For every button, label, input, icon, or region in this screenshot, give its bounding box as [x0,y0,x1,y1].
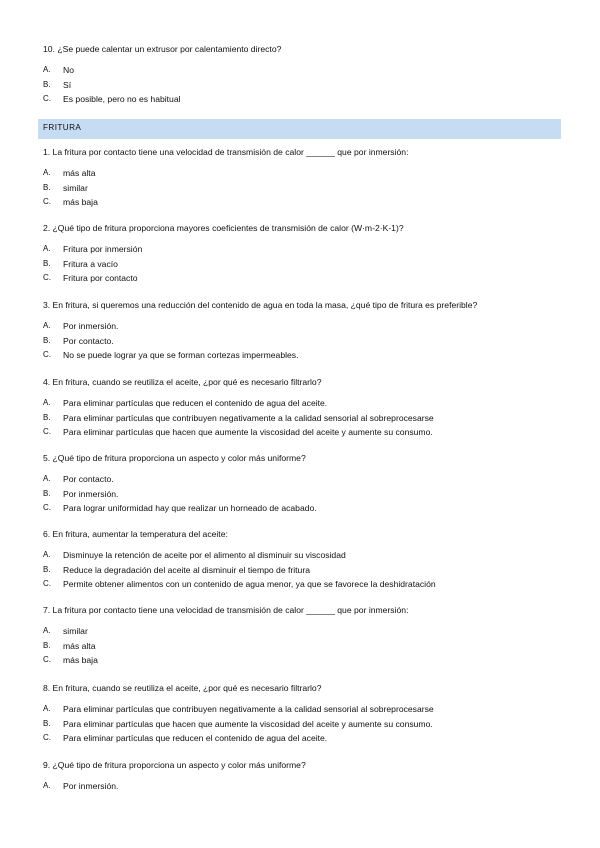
answer-option[interactable] [43,425,560,440]
answer-option[interactable] [43,779,560,794]
option-text: Para eliminar partículas que contribuyen negativamente a la calidad sensorial al sobreprocesarse [63,704,434,714]
option-text: Por inmersión. [63,321,119,331]
option-letter: A. [43,626,51,635]
option-text: más baja [63,197,98,207]
option-letter: A. [43,168,51,177]
option-letter: B. [43,258,51,268]
answer-option[interactable] [43,577,560,592]
option-text: Para eliminar partículas que contribuyen negativamente a la calidad sensorial al sobreprocesarse [63,412,434,423]
answer-option[interactable] [43,78,560,93]
answer-option[interactable] [43,624,560,639]
answer-option[interactable] [43,487,560,502]
option-text: Fritura por contacto [63,273,138,283]
option-text: Para eliminar partículas que reducen el contenido de agua del aceite. [63,733,328,743]
option-text: Por inmersión. [63,488,119,499]
option-letter: C. [43,273,51,282]
option-list [43,472,560,516]
option-letter: A. [43,244,51,253]
question-title: 6. En fritura, aumentar la temperatura del aceite: [43,529,228,539]
option-letter: C. [43,655,51,664]
option-list [43,548,560,592]
option-letter: C. [43,427,51,436]
question-block [43,528,560,592]
answer-option[interactable] [43,195,560,210]
answer-option[interactable] [43,548,560,563]
answer-option[interactable] [43,257,560,272]
option-text: No se puede lograr ya que se forman cortezas impermeables. [63,350,299,360]
option-list [43,63,560,107]
option-letter: A. [43,65,51,74]
answer-option[interactable] [43,653,560,668]
question-block [43,222,560,286]
option-list [43,624,560,668]
option-text: Es posible, pero no es habitual [63,94,181,104]
option-letter: B. [43,412,51,422]
question-title: 4. En fritura, cuando se reutiliza el aceite, ¿por qué es necesario filtrarlo? [43,377,322,387]
answer-option[interactable] [43,348,560,363]
option-text: más alta [63,168,96,178]
option-letter: C. [43,579,51,588]
option-list [43,242,560,286]
question-block [43,146,560,210]
section-title: FRITURA [43,123,82,132]
option-letter: B. [43,718,51,728]
option-letter: C. [43,197,51,206]
question-block [43,682,560,746]
option-letter: B. [43,564,51,574]
option-list [43,166,560,210]
question-block [43,759,560,794]
option-letter: B. [43,640,51,650]
answer-option[interactable] [43,472,560,487]
question-block [43,452,560,516]
section-header [38,119,561,139]
option-list [43,702,560,746]
option-letter: C. [43,503,51,512]
option-text: Para eliminar partículas que hacen que aumente la viscosidad del aceite y aumente su consumo. [63,427,433,437]
option-text: Disminuye la retención de aceite por el alimento al disminuir su viscosidad [63,550,346,560]
option-letter: C. [43,733,51,742]
answer-option[interactable] [43,319,560,334]
option-list [43,396,560,440]
question-title: 3. En fritura, si queremos una reducción del contenido de agua en toda la masa, ¿qué tipo de fritura es preferible? [43,300,478,310]
option-letter: B. [43,335,51,345]
option-text: Para lograr uniformidad hay que realizar un horneado de acabado. [63,503,317,513]
option-text: Para eliminar partículas que hacen que aumente la viscosidad del aceite y aumente su consumo. [63,718,433,729]
answer-option[interactable] [43,411,560,426]
answer-option[interactable] [43,92,560,107]
answer-option[interactable] [43,501,560,516]
option-text: Permite obtener alimentos con un contenido de agua menor, ya que se favorece la deshidratación [63,579,436,589]
option-letter: A. [43,321,51,330]
option-text: más baja [63,655,98,665]
answer-option[interactable] [43,166,560,181]
option-letter: C. [43,350,51,359]
option-letter: C. [43,94,51,103]
question-title: 10. ¿Se puede calentar un extrusor por calentamiento directo? [43,44,282,54]
answer-option[interactable] [43,396,560,411]
option-letter: B. [43,79,51,89]
option-letter: B. [43,182,51,192]
answer-option[interactable] [43,181,560,196]
answer-option[interactable] [43,717,560,732]
answer-option[interactable] [43,63,560,78]
question-title: 7. La fritura por contacto tiene una velocidad de transmisión de calor ______ que por inmersión: [43,605,409,615]
answer-option[interactable] [43,271,560,286]
option-letter: A. [43,474,51,483]
question-title: 1. La fritura por contacto tiene una velocidad de transmisión de calor ______ que por inmersión: [43,147,409,157]
question-block [43,299,560,363]
question-title: 2. ¿Qué tipo de fritura proporciona mayores coeficientes de transmisión de calor (W·m-2·K-1)? [43,223,404,233]
question-block [43,43,560,107]
option-text: No [63,65,74,75]
answer-option[interactable] [43,242,560,257]
option-text: Reduce la degradación del aceite al disminuir el tiempo de fritura [63,564,310,575]
question-block [43,376,560,440]
option-list [43,779,560,794]
answer-option[interactable] [43,563,560,578]
question-title: 9. ¿Qué tipo de fritura proporciona un aspecto y color más uniforme? [43,760,306,770]
option-letter: B. [43,488,51,498]
question-block [43,604,560,668]
option-text: Fritura por inmersión [63,244,143,254]
option-text: similar [63,182,88,193]
answer-option[interactable] [43,334,560,349]
option-text: Por inmersión. [63,781,119,791]
option-text: más alta [63,640,96,651]
answer-option[interactable] [43,731,560,746]
option-text: Por contacto. [63,474,114,484]
option-text: Para eliminar partículas que reducen el contenido de agua del aceite. [63,398,328,408]
option-letter: A. [43,550,51,559]
option-letter: A. [43,781,51,790]
option-list [43,319,560,363]
answer-option[interactable] [43,639,560,654]
question-title: 5. ¿Qué tipo de fritura proporciona un aspecto y color más uniforme? [43,453,306,463]
question-title: 8. En fritura, cuando se reutiliza el aceite, ¿por qué es necesario filtrarlo? [43,683,322,693]
answer-option[interactable] [43,702,560,717]
option-text: Sí [63,79,72,90]
option-letter: A. [43,704,51,713]
option-text: similar [63,626,88,636]
option-letter: A. [43,398,51,407]
option-text: Por contacto. [63,335,114,346]
option-text: Fritura a vacío [63,258,118,269]
